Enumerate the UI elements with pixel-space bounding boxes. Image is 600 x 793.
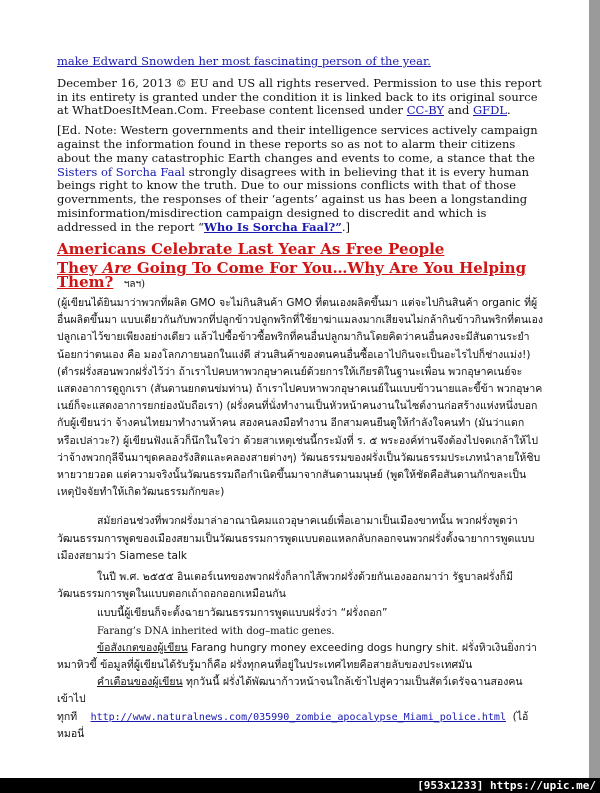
warning-tail: (ไอ้หมอนี่ [57, 710, 529, 740]
editor-note [57, 124, 543, 234]
ed-note-text-2: strongly disagrees with in believing that it is every human beings right to know the truth. Due to our missions conflicts with that of those governments, the responses of their ‘agents’ against us has been a longstanding misinformation/misdirection campaign designed to discredit and which is addressed in the report “ [57, 164, 530, 234]
thai-paragraph-3: ในปี พ.ศ. ๒๕๕๕ อินเตอร์เนทของพวกฝรั่งก็ลากไส้พวกฝรั่งด้วยกันเองออกมาว่า รัฐบาลฝรั่งก็มีวัฒนธรรมการพูดในแบบตอกเถ้าถอกออกเหมือนกัน [57, 571, 514, 601]
image-size-watermark: [953x1233] https://upic.me/ [417, 779, 596, 792]
copyright-paragraph [57, 77, 543, 118]
heading-americans-celebrate: Americans Celebrate Last Year As Free People [57, 239, 445, 258]
copyright-and: and [444, 103, 473, 118]
warning-paragraph [57, 674, 543, 743]
who-is-sorcha-faal-link[interactable]: Who Is Sorcha Faal?” [203, 219, 342, 234]
sisters-of-sorcha-faal: Sisters of Sorcha Faal [57, 164, 186, 179]
cc-by-link[interactable]: CC-BY [406, 103, 445, 118]
dna-line: Farang’s DNA inherited with dog–matic genes. [97, 625, 335, 637]
heading2-suffix: ฯลฯ) [123, 279, 145, 291]
copyright-end: . [507, 103, 511, 118]
warning-text: ทุกวันนี้ ฝรั่งได้พัฒนาก้าวหน้าจนใกล้เข้าไปสู่ความเป็นสัตว์เดรัจฉานสองคนเข้าไปทุกที [57, 676, 523, 723]
page-shadow-right [589, 0, 600, 778]
intro-link[interactable]: make Edward Snowden her most fascinating person of the year. [57, 54, 431, 68]
heading2-part1: They [57, 259, 103, 278]
naturalnews-link[interactable]: http://www.naturalnews.com/035990_zombie_apocalypse_Miami_police.html [90, 711, 506, 723]
ed-note-end: .] [341, 219, 350, 234]
thai-paragraph-1: (ผู้เขียนได้ยินมาว่าพวกที่ผลิต GMO จะไม่กินสินค้า GMO ที่ตนเองผลิตขึ้นมา แต่จะไปกินสินค้า organic ที่ผู้อื่นผลิตขึ้นมา แบบเดียวกันกับพวกที่ปลูกข้าวปลูกพริกที่ใช้ยาฆ่าแมลงมากเสียจนไม่กล้ากินข้าวกินพริกที่ตนเองปลูกเอาไว้ขายเพียงอย่างเดียว แล้วไปซื้อข้าวซื้อพริกที่คนอื่นปลูกมากินโดยคิดว่าคนอื่นคงจะมีสันดานระยำน้อยกว่าตนเอง คือ มองโลกภายนอกในแง่ดี ส่วนสินค้าของตนคนอื่นซื้อเอาไปกินจะเป็นอะไรไปก็ช่างแม่ง!) (ตำรฝรั่งสอนพวกฝรั่งไว้ว่า ถ้าเราไปคบหาพวกอุษาคเนย์ด้วยการให้เกียรติในฐานะเพื่อน พวกอุษาคเนย์จะแสดงอาการดูถูกเรา (สันดานยกตนข่มท่าน) ถ้าเราไปคบหาพวกอุษาคเนย์ในแบบข้าวนายและขี้ข้า พวกอุษาคเนย์ก็จะแสดงอาการยกย่องนับถือเรา) (ฝรั่งคนที่นั่งทำงานเป็นหัวหน้าคนงานในไซต์งานก่อสร้างแห่งหนึ่งบอกกับผู้เขียนว่า จ้างคนไทยมาทำงานห้าคน สองคนลงมือทำงาน อีกสามคนยืนดูให้กำลังใจคนทำ (มันว่าแดกหรือเปล่าวะ?) ผู้เขียนฟังแล้วก็นึกในใจว่า ด้วยสาเหตุเช่นนี้กระมังที่ ร. ๕ พระองค์ท่านจึงต้องไปจดเกล้าให้ไปว่าจ้างพวกกุลีจีนมาขุดคลองรังสิตและคลองสายต่างๆ) วัฒนธรรมของฝรั่งเป็นวัฒนธรรมประเภทนำลายให้ชิบหายวายวอด แต่ความจริงนั้นวัฒนธรรมถือกำเนิดขึ้นมาจากสันดานมนุษย์ (พูดให้ชัดคือสันดานกักขละเป็นเหตุปัจจัยทำให้เกิดวัฒนธรรมกักขละ) [57, 296, 544, 499]
heading2-italic: Are [102, 259, 132, 278]
copyright-text: December 16, 2013 © EU and US all rights reserved. Permission to use this report in its entirety is granted under the condition it is linked back to its original source at WhatDoesItMean.Com. Freebase content licensed under [57, 75, 542, 118]
thai-paragraph-2: สมัยก่อนช่วงที่พวกฝรั่งมาล่าอาณานิคมแถวอุษาคเนย์เพื่อเอามาเป็นเมืองขาทนั้น พวกฝรั่งพูดว่าวัฒนธรรมการพูดของเมืองสยามเป็นวัฒนธรรมการพูดแบบตอแหลกลับกลอกจนพวกฝรั่งตั้งฉายาการพูดแบบเมืองสยามว่า Siamese talk [57, 515, 535, 562]
gfdl-link[interactable]: GFDL [472, 103, 508, 118]
heading2-part2: Going To Come For You…Why Are You Helping Them? [57, 259, 527, 292]
article-content [57, 55, 543, 743]
ed-note-text: [Ed. Note: Western governments and their intelligence services actively campaign against the information found in these reports so as not to alarm their citizens about the many catastrophic Earth changes and events to come, a stance that the [57, 123, 538, 165]
observation-paragraph [57, 640, 543, 674]
observation-label: ข้อสังเกตของผู้เขียน [97, 641, 188, 654]
thai-paragraph-4: แบบนี้ผู้เขียนก็จะตั้งฉายาวัฒนธรรมการพูดแบบฝรั่งว่า “ฝรั่งถอก” [97, 607, 388, 620]
observation-text: Farang hungry money exceeding dogs hungry shit. ฝรั่งหิวเงินยิ่งกว่าหมาหิวขี้ ข้อมูลที่ผู้เขียนได้รับรู้มาก็คือ ฝรั่งทุกคนที่อยู่ในประเทศไทยคือสายลับของประเทศมัน [57, 641, 537, 672]
heading-they-are-coming [57, 259, 543, 292]
warning-label: คำเตือนของผู้เขียน [97, 676, 183, 689]
